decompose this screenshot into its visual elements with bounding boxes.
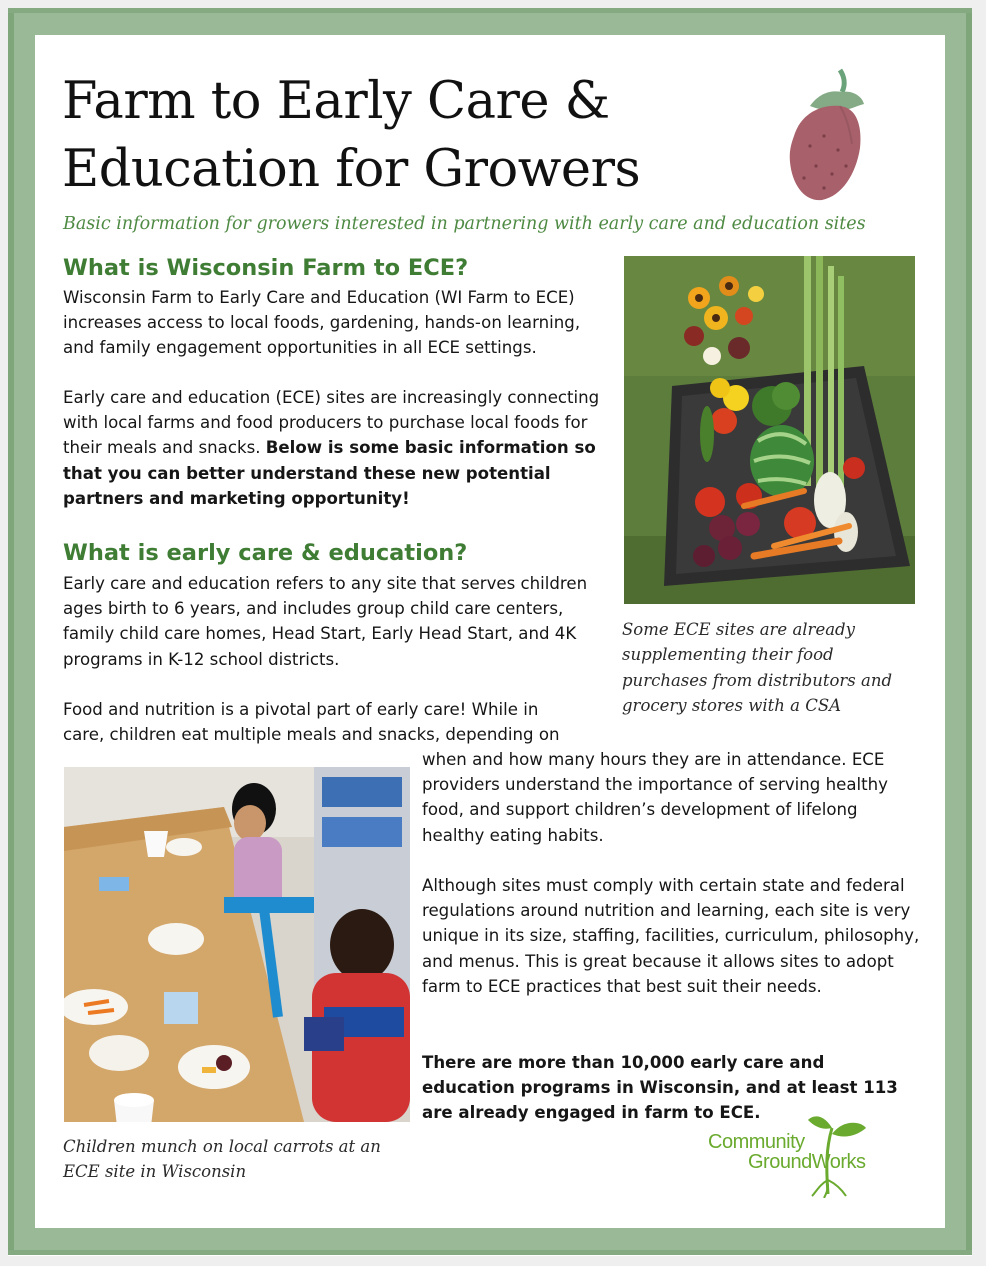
caption-csa-photo: Some ECE sites are already supplementing their food purchases from distributors and grocery stores with a CSA <box>622 620 893 716</box>
section2-paragraph-4-bold: There are more than 10,000 early care and education programs in Wisconsin, and at least 113 are already engaged in farm to ECE. <box>422 1053 898 1123</box>
children-eating-photo <box>64 767 410 1122</box>
vegetable-crate-photo <box>624 256 915 604</box>
section-heading-wisconsin-farm-to-ece: What is Wisconsin Farm to ECE? <box>63 255 469 281</box>
border-bottom-edge <box>8 1250 972 1255</box>
logo-text-community: Community <box>708 1131 805 1153</box>
border-top-edge <box>8 8 972 13</box>
document-title: Farm to Early Care & Education for Growers <box>62 72 641 199</box>
section2-paragraph-2-end: when and how many hours they are in attendance. ECE providers understand the importance of serving healthy food, and support children’s development of lifelong healthy eating habits. <box>422 750 888 845</box>
border-right-edge <box>966 8 972 1255</box>
border-left-edge <box>8 8 14 1255</box>
section2-paragraph-1: Early care and education refers to any site that serves children ages birth to 6 years, and includes group child care centers, family child care homes, Head Start, Early Head Start, and 4K programs in K-12 school districts. <box>63 574 588 669</box>
section1-paragraph-2-bold: Below is some basic information so that you can better understand these new potential partners and marketing opportunity! <box>63 438 596 508</box>
sprout-icon <box>802 1098 882 1198</box>
community-groundworks-logo <box>706 1098 906 1198</box>
strawberry-icon <box>780 66 872 206</box>
section1-paragraph-1: Wisconsin Farm to Early Care and Education (WI Farm to ECE) increases access to local foods, gardening, hands-on learning, and family engagement opportunities in all ECE settings. <box>63 288 581 358</box>
document-subtitle: Basic information for growers interested in partnering with early care and education sites <box>63 214 866 234</box>
section2-paragraph-3: Although sites must comply with certain state and federal regulations around nutrition and learning, each site is very unique in its size, staffing, facilities, curriculum, philosophy, and menus. This is great because it allows sites to adopt farm to ECE practices that best suit their needs. <box>422 876 920 996</box>
section1-paragraph-2-text: Early care and education (ECE) sites are increasingly connecting with local farms and food producers to purchase local foods for their meals and snacks. <box>63 388 600 458</box>
section2-paragraph-2-start: Food and nutrition is a pivotal part of early care! While in care, children eat multiple meals and snacks, depending on <box>63 700 560 745</box>
section1-paragraph-2 <box>63 385 615 511</box>
section-heading-early-care-education: What is early care & education? <box>63 540 468 566</box>
logo-text-groundworks: GroundWorks <box>748 1151 866 1173</box>
caption-children-photo: Children munch on local carrots at an ECE site in Wisconsin <box>63 1137 381 1182</box>
